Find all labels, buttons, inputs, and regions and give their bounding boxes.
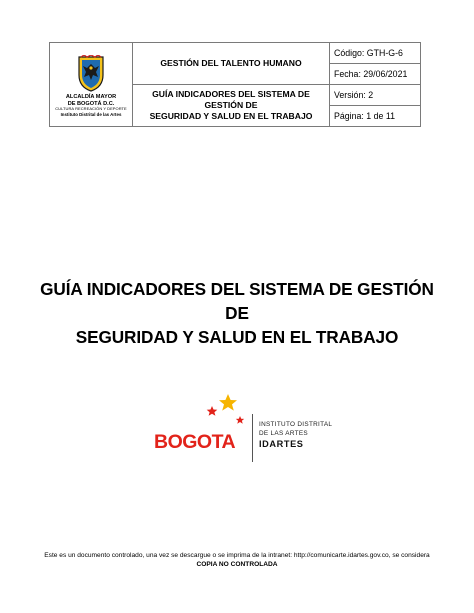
org-institute: Instituto Distrital de las Artes xyxy=(60,112,122,118)
code-label: Código: GTH-G-6 xyxy=(334,48,403,58)
date-cell xyxy=(330,64,421,85)
version-label: Versión: 2 xyxy=(334,90,374,100)
document-title-line1: GUÍA INDICADORES DEL SISTEMA DE GESTIÓN DE xyxy=(40,279,434,323)
footer-note xyxy=(20,551,454,569)
document-header-table xyxy=(49,42,421,127)
page-label: Página: 1 de 11 xyxy=(334,111,395,121)
logo-divider xyxy=(252,414,253,462)
page-cell xyxy=(330,106,421,127)
institute-line2: DE LAS ARTES xyxy=(259,430,308,437)
date-label: Fecha: 29/06/2021 xyxy=(334,69,408,79)
bogota-crest-icon xyxy=(76,55,106,93)
guide-title-line2: SEGURIDAD Y SALUD EN EL TRABAJO xyxy=(149,111,313,121)
org-subname: CULTURA RECREACIÓN Y DEPORTE xyxy=(55,106,127,112)
department-label: GESTIÓN DEL TALENTO HUMANO xyxy=(160,58,302,68)
document-title-line2: SEGURIDAD Y SALUD EN EL TRABAJO xyxy=(75,327,399,347)
footer-line2: COPIA NO CONTROLADA xyxy=(196,561,278,568)
institute-name: IDARTES xyxy=(259,439,304,449)
guide-title-cell xyxy=(133,85,330,127)
document-title xyxy=(40,277,434,349)
department-cell xyxy=(133,43,330,85)
alcaldia-logo-cell xyxy=(50,43,133,127)
institute-line1: INSTITUTO DISTRITAL xyxy=(259,421,333,428)
footer-line1: Este es un documento controlado, una vez se descargue o se imprima de la intranet: http://comunicarte.idartes.gov.co, se considera xyxy=(44,552,430,559)
org-name-line2: DE BOGOTÁ D.C. xyxy=(67,100,115,107)
idartes-logo xyxy=(152,394,342,464)
org-name-line1: ALCALDÍA MAYOR xyxy=(65,94,117,101)
guide-title-line1: GUÍA INDICADORES DEL SISTEMA DE GESTIÓN DE xyxy=(152,89,310,110)
code-cell xyxy=(330,43,421,64)
bogota-wordmark: BOGOTA xyxy=(154,431,236,453)
version-cell xyxy=(330,85,421,106)
